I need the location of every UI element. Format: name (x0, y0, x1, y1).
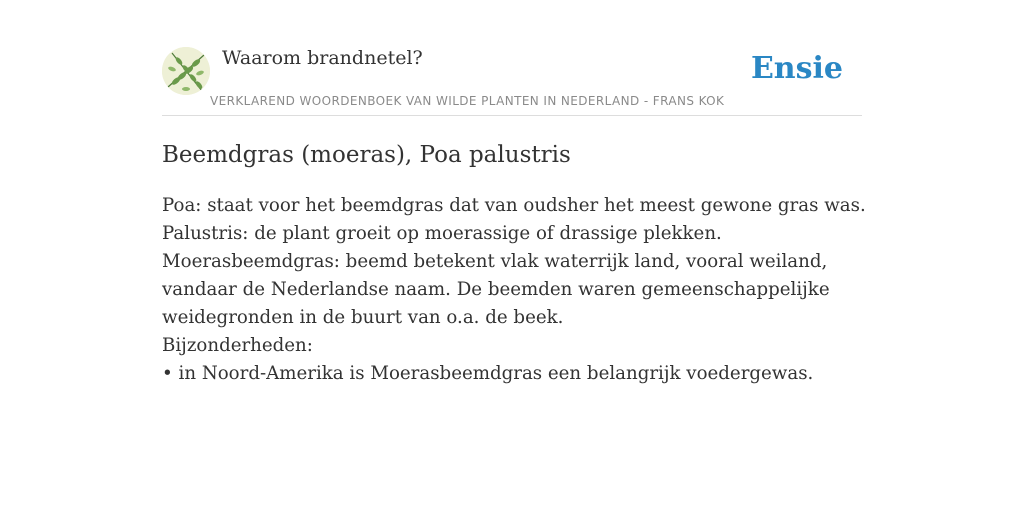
plant-leaves-icon (162, 47, 210, 95)
entry-line: • in Noord-Amerika is Moerasbeemdgras een belangrijk voedergewas. (162, 363, 814, 384)
entry-line: Moerasbeemdgras: beemd betekent vlak waterrijk land, vooral weiland, vandaar de Nederlandse naam. De beemden waren gemeenschappelijke weidegronden in de buurt van o.a. de beek. (162, 251, 830, 328)
header-divider (162, 115, 862, 116)
entry-line: Bijzonderheden: (162, 335, 313, 356)
entry-body (162, 192, 866, 388)
brand-logo[interactable]: Ensie (750, 51, 843, 86)
entry-line: Poa: staat voor het beemdgras dat van oudsher het meest gewone gras was. (162, 195, 866, 216)
entry-line: Palustris: de plant groeit op moerassige of drassige plekken. (162, 223, 722, 244)
dictionary-subtitle[interactable]: VERKLAREND WOORDENBOEK VAN WILDE PLANTEN IN NEDERLAND - FRANS KOK (210, 94, 725, 108)
entry-title: Beemdgras (moeras), Poa palustris (162, 142, 571, 168)
avatar[interactable] (162, 47, 210, 95)
blog-title[interactable]: Waarom brandnetel? (222, 47, 423, 69)
